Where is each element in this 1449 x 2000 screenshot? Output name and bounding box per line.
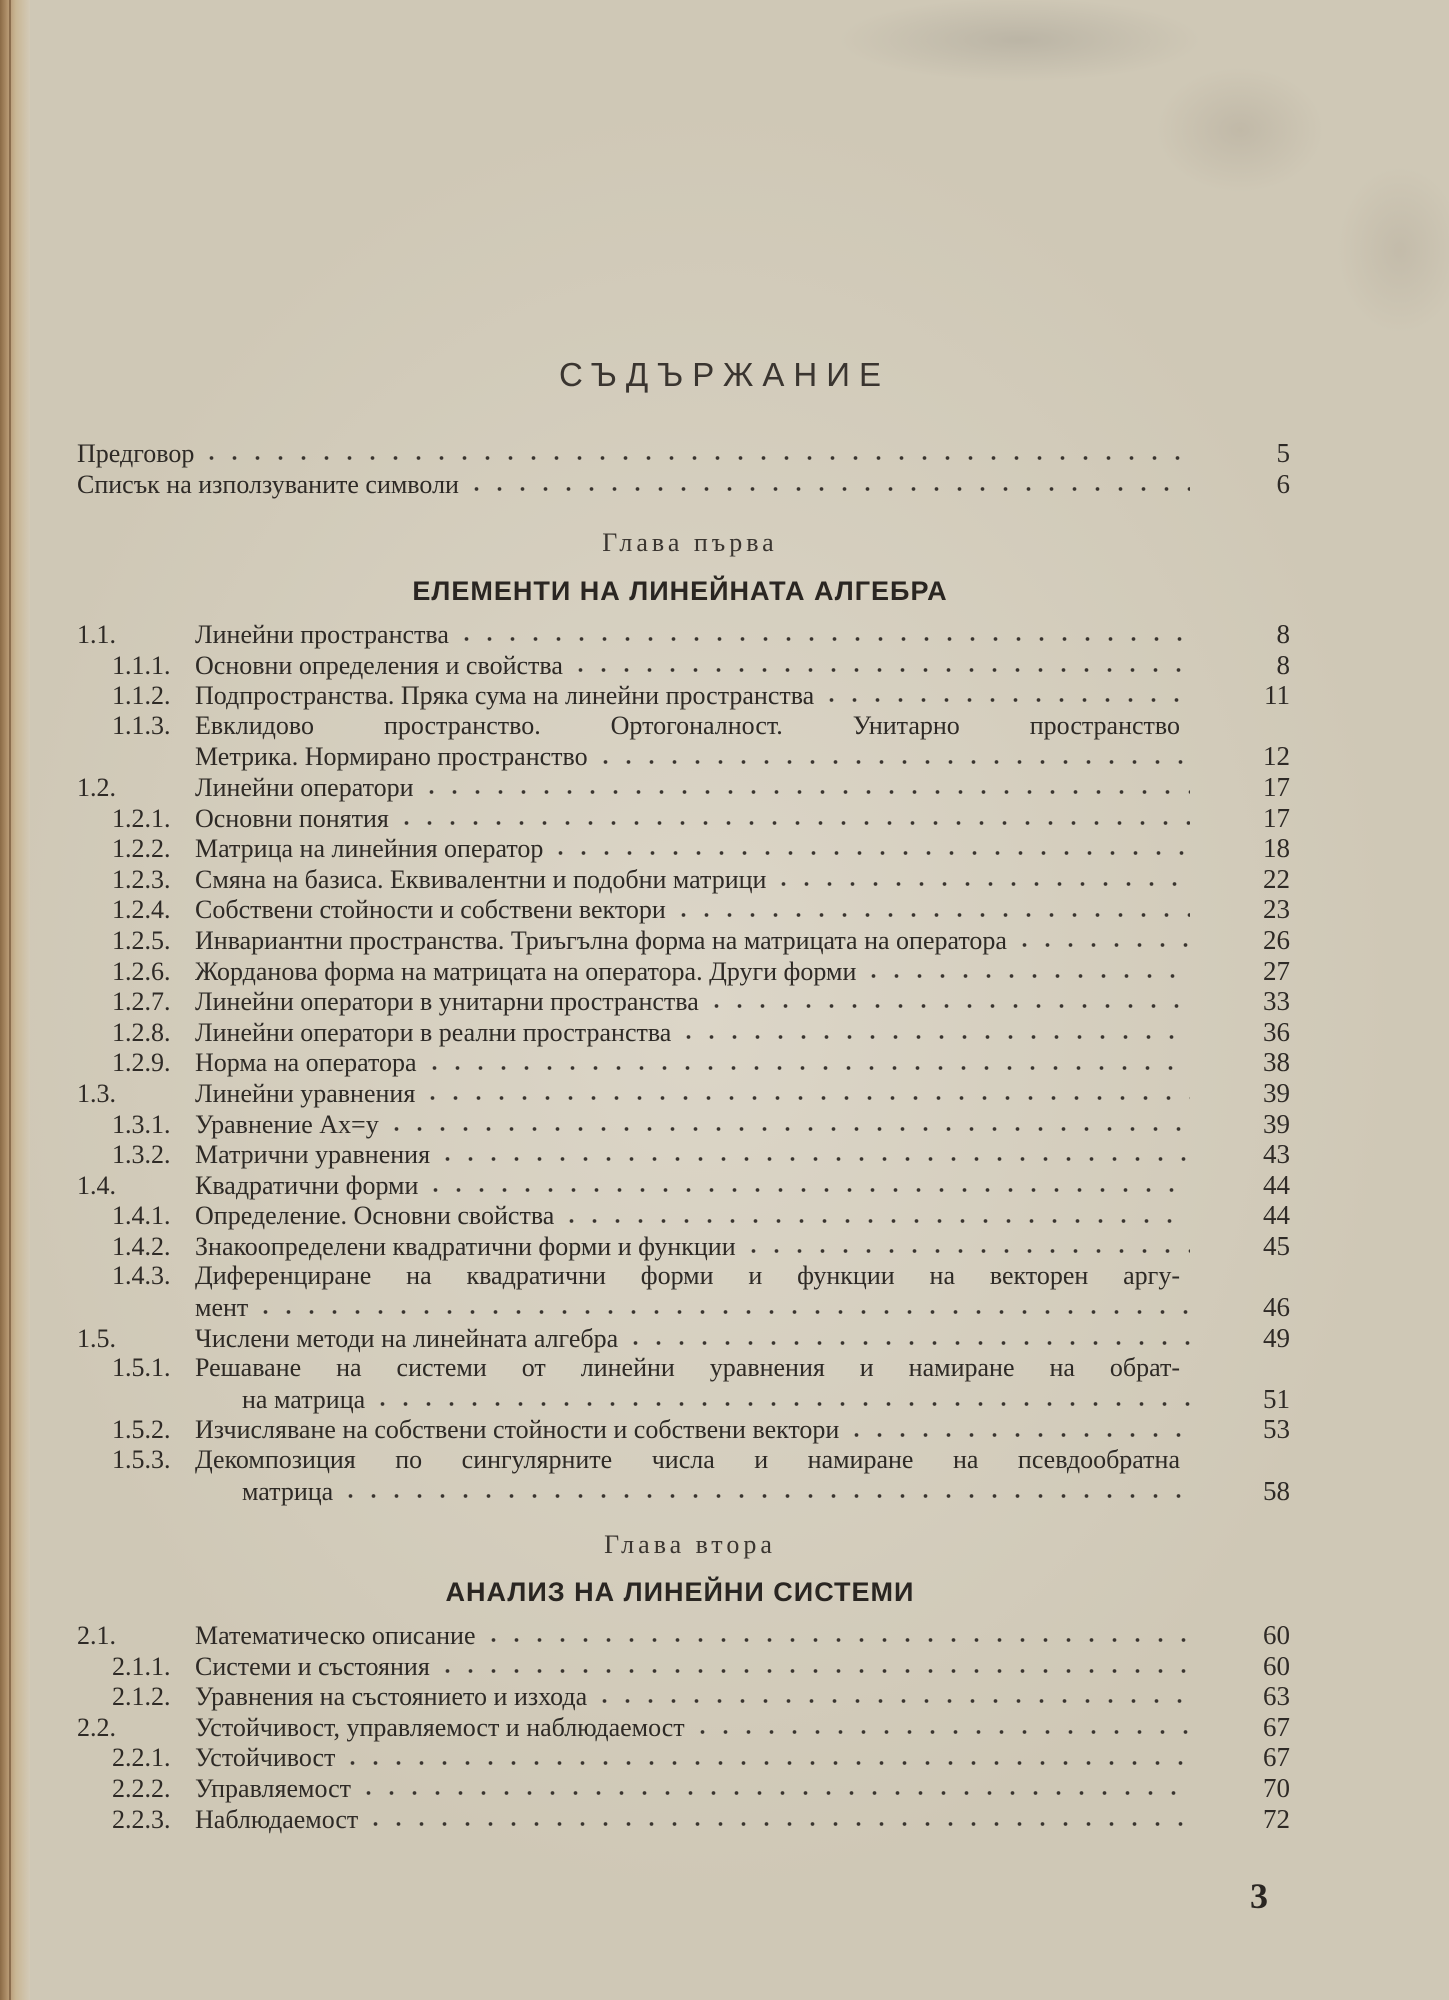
toc-entry: [0, 680, 1290, 711]
entry-number: 1.2.7.: [112, 987, 171, 1017]
entry-page: 12: [1263, 741, 1290, 772]
toc-entry: [0, 469, 1290, 500]
toc-entry: [0, 772, 1290, 803]
entry-title: Инвариантни пространства. Триъгълна форма на матрицата на оператора: [195, 925, 1007, 955]
dot-leader: [371, 1400, 1190, 1408]
entry-page: 5: [1276, 438, 1290, 468]
toc-entry: [0, 1261, 1290, 1292]
entry-number: 2.1.1.: [112, 1651, 171, 1681]
dot-leader: [357, 1789, 1190, 1797]
toc-entry: [0, 925, 1290, 956]
entry-title: Устойчивост: [195, 1743, 336, 1773]
entry-title: Уравнения на състоянието и изхода: [195, 1682, 588, 1712]
entry-page: 44: [1263, 1200, 1290, 1231]
dot-leader: [423, 1064, 1190, 1072]
entry-page: 33: [1263, 986, 1290, 1017]
toc-entry: [0, 1139, 1290, 1170]
dot-leader: [705, 1002, 1190, 1010]
entry-title: Квадратични форми: [195, 1170, 419, 1200]
dot-leader: [436, 1667, 1190, 1675]
dot-leader: [341, 1759, 1190, 1767]
entry-page: 49: [1263, 1322, 1290, 1353]
toc-entry: [0, 1323, 1290, 1354]
entry-number: 1.5.1.: [112, 1353, 171, 1383]
dot-leader: [1013, 941, 1190, 949]
dot-leader: [820, 696, 1190, 704]
dot-leader: [385, 1125, 1190, 1133]
dot-leader: [549, 849, 1190, 857]
entry-title: Основни определения и свойства: [195, 650, 563, 680]
entry-page: 67: [1263, 1711, 1290, 1742]
dot-leader: [691, 1728, 1190, 1736]
entry-title-continued: матрица: [242, 1476, 334, 1506]
toc-entry-continuation: [0, 1292, 1290, 1323]
dot-leader: [482, 1636, 1190, 1644]
entry-title: Уравнение Ax=y: [195, 1109, 379, 1139]
entry-number: 1.2.5.: [112, 925, 171, 955]
entry-number: 1.4.: [77, 1170, 116, 1200]
dot-leader: [436, 1155, 1190, 1163]
entry-title: Подпространства. Пряка сума на линейни пространства: [195, 681, 815, 711]
toc-entry: [0, 986, 1290, 1017]
entry-title: Определение. Основни свойства: [195, 1201, 555, 1231]
entry-title-continued: на матрица: [242, 1384, 366, 1414]
entry-page: 53: [1263, 1414, 1290, 1445]
dot-leader: [594, 758, 1190, 766]
entry-title: Декомпозиция по сингулярните числа и намиране на псевдообратна: [195, 1445, 1180, 1475]
entry-page: 22: [1263, 863, 1290, 894]
entry-number: 1.4.2.: [112, 1231, 171, 1261]
dot-leader: [845, 1431, 1190, 1439]
toc-entry: [0, 438, 1290, 469]
entry-number: 1.3.: [77, 1078, 116, 1108]
entry-number: 1.2.: [77, 772, 116, 802]
entry-number: 1.5.: [77, 1323, 116, 1353]
entry-number: 1.1.: [77, 620, 116, 649]
entry-page: 67: [1263, 1742, 1290, 1773]
entry-page: 51: [1263, 1383, 1290, 1414]
dot-leader: [772, 880, 1190, 888]
dot-leader: [560, 1217, 1190, 1225]
entry-number: 1.2.9.: [112, 1048, 171, 1078]
entry-page: 43: [1263, 1139, 1290, 1170]
toc-entry: [0, 1445, 1290, 1476]
entry-number: 1.1.3.: [112, 710, 171, 740]
dot-leader: [672, 911, 1190, 919]
entry-page: 38: [1263, 1047, 1290, 1078]
chapter-1-toc: [0, 619, 1290, 1506]
entry-number: 1.5.3.: [112, 1445, 171, 1475]
chapter-1-label: Глава първа: [602, 528, 778, 557]
entry-title: Основни понятия: [195, 803, 389, 833]
toc-entry: [0, 833, 1290, 864]
entry-title: Жорданова форма на матрицата на оператора. Други форми: [195, 956, 857, 986]
entry-title: Матрица на линейния оператор: [195, 834, 544, 864]
entry-title: Управляемост: [195, 1773, 351, 1803]
toc-entry: [0, 1620, 1290, 1651]
toc-entry: [0, 1712, 1290, 1743]
entry-page: 72: [1263, 1803, 1290, 1834]
dot-leader: [200, 454, 1190, 462]
entry-title: Числени методи на линейната алгебра: [195, 1323, 619, 1353]
entry-title: Системи и състояния: [195, 1651, 430, 1681]
toc-entry: [0, 1804, 1290, 1835]
entry-page: 63: [1263, 1681, 1290, 1712]
toc-entry-continuation: [0, 741, 1290, 772]
toc-entry: [0, 1681, 1290, 1712]
toc-entry: [0, 1017, 1290, 1048]
entry-number: 1.4.1.: [112, 1201, 171, 1231]
entry-page: 46: [1263, 1292, 1290, 1323]
toc-entry: [0, 711, 1290, 742]
entry-title: Устойчивост, управляемост и наблюдаемост: [195, 1712, 685, 1742]
toc-entry: [0, 864, 1290, 895]
entry-number: 1.1.1.: [112, 650, 171, 680]
entry-number: 2.2.: [77, 1712, 116, 1742]
entry-title: Линейни оператори: [195, 772, 414, 802]
entry-title: Диференциране на квадратични форми и функции на векторен аргу-: [195, 1261, 1180, 1291]
chapter-1-title: ЕЛЕМЕНТИ НА ЛИНЕЙНАТА АЛГЕБРА: [412, 576, 948, 606]
toc-entry: [0, 894, 1290, 925]
toc-entry: [0, 1742, 1290, 1773]
entry-number: 2.1.: [77, 1621, 116, 1650]
toc-entry-continuation: [0, 1476, 1290, 1507]
entry-page: 39: [1263, 1108, 1290, 1139]
entry-title: Знакоопределени квадратични форми и функции: [195, 1231, 736, 1261]
dot-leader: [395, 819, 1190, 827]
toc-entry: [0, 1353, 1290, 1384]
front-matter-list: [0, 438, 1290, 499]
toc-entry-continuation: [0, 1384, 1290, 1415]
toc-entry: [0, 803, 1290, 834]
entry-page: 26: [1263, 924, 1290, 955]
entry-number: 1.2.3.: [112, 864, 171, 894]
entry-title: Евклидово пространство. Ортогоналност. Унитарно пространство: [195, 710, 1180, 740]
entry-page: 45: [1263, 1230, 1290, 1261]
entry-number: 1.4.3.: [112, 1261, 171, 1291]
dot-leader: [465, 485, 1190, 493]
toc-entry: [0, 956, 1290, 987]
dot-leader: [254, 1308, 1190, 1316]
entry-title: Смяна на базиса. Еквивалентни и подобни матрици: [195, 864, 767, 894]
entry-page: 11: [1264, 680, 1290, 711]
entry-title: Предговор: [77, 439, 195, 468]
entry-number: 1.3.1.: [112, 1109, 171, 1139]
entry-number: 1.2.6.: [112, 956, 171, 986]
chapter-2-title: АНАЛИЗ НА ЛИНЕЙНИ СИСТЕМИ: [445, 1577, 915, 1607]
toc-entry: [0, 1109, 1290, 1140]
entry-title-continued: мент: [195, 1293, 249, 1323]
dot-leader: [742, 1247, 1190, 1255]
dot-leader: [862, 972, 1190, 980]
dot-leader: [593, 1697, 1190, 1705]
entry-title-continued: Метрика. Нормирано пространство: [195, 742, 588, 772]
toc-entry: [0, 619, 1290, 650]
entry-title: Матрични уравнения: [195, 1140, 431, 1170]
entry-page: 36: [1263, 1016, 1290, 1047]
dot-leader: [420, 788, 1191, 796]
entry-page: 6: [1276, 468, 1290, 499]
page-title: СЪДЪРЖАНИЕ: [559, 356, 890, 393]
chapter-2-toc: [0, 1620, 1290, 1834]
dot-leader: [569, 666, 1190, 674]
toc-entry: [0, 650, 1290, 681]
entry-title: Линейни пространства: [195, 620, 449, 649]
toc-entry: [0, 1078, 1290, 1109]
dot-leader: [364, 1820, 1190, 1828]
entry-page: 27: [1263, 955, 1290, 986]
toc-entry: [0, 1773, 1290, 1804]
entry-number: 2.2.2.: [112, 1773, 171, 1803]
toc-entry: [0, 1651, 1290, 1682]
entry-title: Математическо описание: [195, 1621, 476, 1650]
toc-entry: [0, 1200, 1290, 1231]
entry-title: Списък на използуваните символи: [77, 469, 459, 499]
entry-title: Норма на оператора: [195, 1048, 417, 1078]
entry-number: 2.2.3.: [112, 1804, 171, 1834]
dot-leader: [624, 1339, 1190, 1347]
entry-page: 70: [1263, 1772, 1290, 1803]
entry-number: 2.1.2.: [112, 1682, 171, 1712]
page-number: 3: [1250, 1876, 1268, 1916]
entry-page: 8: [1276, 649, 1290, 680]
entry-title: Изчисляване на собствени стойности и собствени вектори: [195, 1415, 840, 1445]
entry-number: 1.2.1.: [112, 803, 171, 833]
toc-entry: [0, 1414, 1290, 1445]
entry-page: 18: [1263, 833, 1290, 864]
entry-title: Наблюдаемост: [195, 1804, 359, 1834]
entry-page: 44: [1263, 1169, 1290, 1200]
entry-title: Собствени стойности и собствени вектори: [195, 895, 666, 925]
entry-page: 17: [1263, 771, 1290, 802]
entry-page: 60: [1263, 1650, 1290, 1681]
dot-leader: [424, 1186, 1190, 1194]
toc-entry: [0, 1170, 1290, 1201]
entry-number: 1.2.2.: [112, 834, 171, 864]
entry-page: 17: [1263, 802, 1290, 833]
entry-page: 23: [1263, 894, 1290, 925]
entry-title: Линейни уравнения: [195, 1078, 416, 1108]
entry-page: 60: [1263, 1620, 1290, 1650]
dot-leader: [455, 635, 1190, 643]
dot-leader: [339, 1492, 1190, 1500]
entry-number: 1.5.2.: [112, 1415, 171, 1445]
entry-page: 8: [1276, 619, 1290, 649]
entry-number: 1.2.8.: [112, 1017, 171, 1047]
chapter-2-label: Глава втора: [604, 1530, 776, 1559]
entry-number: 1.1.2.: [112, 681, 171, 711]
entry-number: 1.2.4.: [112, 895, 171, 925]
entry-number: 1.3.2.: [112, 1140, 171, 1170]
entry-title: Решаване на системи от линейни уравнения и намиране на обрат-: [195, 1353, 1180, 1383]
entry-title: Линейни оператори в реални пространства: [195, 1017, 672, 1047]
entry-title: Линейни оператори в унитарни пространства: [195, 987, 699, 1017]
entry-page: 58: [1263, 1475, 1290, 1506]
dot-leader: [421, 1094, 1190, 1102]
entry-number: 2.2.1.: [112, 1743, 171, 1773]
toc-entry: [0, 1047, 1290, 1078]
toc-entry: [0, 1231, 1290, 1262]
entry-page: 39: [1263, 1077, 1290, 1108]
dot-leader: [677, 1033, 1190, 1041]
